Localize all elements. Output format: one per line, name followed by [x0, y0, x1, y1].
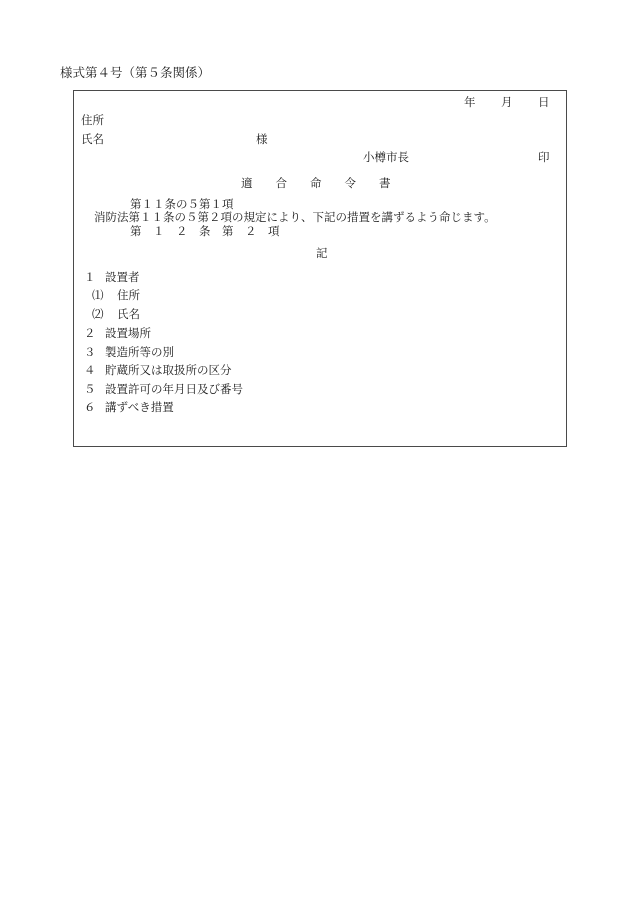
- recipient-honorific: 様: [256, 132, 268, 146]
- item-number: １: [84, 270, 96, 284]
- date-day-label: 日: [538, 95, 550, 109]
- item-number: ６: [84, 400, 96, 414]
- item-label-installer: 設置者: [105, 270, 140, 284]
- date-year-label: 年: [464, 95, 476, 109]
- item-label-permit-date: 設置許可の年月日及び番号: [105, 382, 243, 396]
- item-number: ２: [84, 326, 96, 340]
- date-month-label: 月: [501, 95, 513, 109]
- item-label-storage-category: 貯蔵所又は取扱所の区分: [105, 363, 232, 377]
- form-number: 様式第４号（第５条関係）: [60, 65, 211, 80]
- recipient-name-label: 氏名: [81, 132, 104, 146]
- sub-item-label-name: 氏名: [117, 307, 140, 321]
- legal-basis-option-2: 第 １ ２ 条 第 ２ 項: [130, 224, 280, 238]
- item-number: ４: [84, 363, 96, 377]
- sub-item-label-address: 住所: [117, 288, 140, 302]
- item-number: ５: [84, 382, 96, 396]
- item-number: ３: [84, 345, 96, 359]
- sub-item-number: ⑵: [92, 307, 104, 321]
- sub-item-number: ⑴: [92, 288, 104, 302]
- item-label-location: 設置場所: [105, 326, 151, 340]
- legal-basis-text: 消防法第１１条の５第２項の規定により、下記の措置を講ずるよう命じます。: [94, 210, 496, 224]
- recipient-address-label: 住所: [81, 113, 104, 127]
- legal-basis-option-1: 第１１条の５第１項: [130, 197, 234, 211]
- item-label-facility-type: 製造所等の別: [105, 345, 174, 359]
- ki-heading: 記: [316, 246, 328, 260]
- issuer-name: 小樽市長: [363, 150, 409, 164]
- item-label-measures: 講ずべき措置: [105, 400, 174, 414]
- seal-mark: 印: [538, 150, 550, 164]
- document-title: 適 合 命 令 書: [241, 176, 391, 190]
